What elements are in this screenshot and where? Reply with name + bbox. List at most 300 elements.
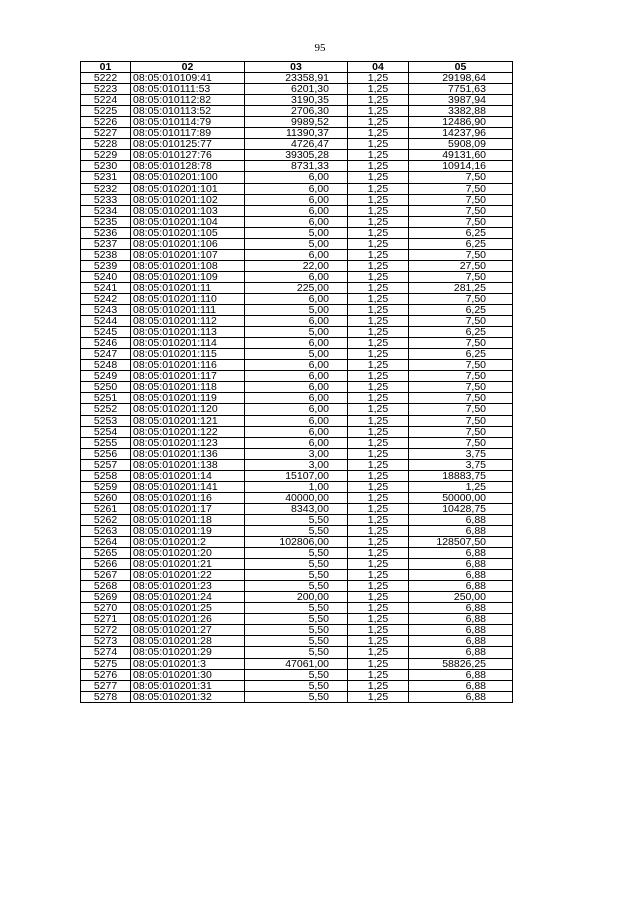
- table-row: [81, 647, 513, 658]
- cadastral-number-cell: 08:05:010201:141: [131, 481, 245, 492]
- coefficient-cell: 1,25: [348, 492, 409, 503]
- total-cell: 14237,96: [409, 128, 513, 139]
- table-row: [81, 84, 513, 95]
- value-cell: 5,50: [245, 647, 348, 658]
- cadastral-number-cell: 08:05:010117:89: [131, 128, 245, 139]
- value-cell: 225,00: [245, 282, 348, 293]
- row-number-cell: 5270: [81, 603, 131, 614]
- coefficient-cell: 1,25: [348, 581, 409, 592]
- table-row: [81, 360, 513, 371]
- column-header-05: 05: [409, 62, 513, 73]
- coefficient-cell: 1,25: [348, 459, 409, 470]
- page-number: 95: [314, 42, 326, 54]
- total-cell: 7,50: [409, 172, 513, 183]
- cadastral-number-cell: 08:05:010201:109: [131, 271, 245, 282]
- coefficient-cell: 1,25: [348, 603, 409, 614]
- cadastral-number-cell: 08:05:010201:2: [131, 537, 245, 548]
- row-number-cell: 5231: [81, 172, 131, 183]
- total-cell: 128507,50: [409, 537, 513, 548]
- cadastral-number-cell: 08:05:010201:122: [131, 426, 245, 437]
- coefficient-cell: 1,25: [348, 194, 409, 205]
- total-cell: 6,88: [409, 647, 513, 658]
- cadastral-number-cell: 08:05:010201:16: [131, 492, 245, 503]
- value-cell: 22,00: [245, 260, 348, 271]
- cadastral-number-cell: 08:05:010201:110: [131, 293, 245, 304]
- row-number-cell: 5241: [81, 282, 131, 293]
- table-row: [81, 172, 513, 183]
- row-number-cell: 5277: [81, 680, 131, 691]
- total-cell: 7,50: [409, 371, 513, 382]
- row-number-cell: 5229: [81, 150, 131, 161]
- column-header-01: 01: [81, 62, 131, 73]
- coefficient-cell: 1,25: [348, 150, 409, 161]
- table-row: [81, 404, 513, 415]
- column-header-04: 04: [348, 62, 409, 73]
- value-cell: 47061,00: [245, 658, 348, 669]
- row-number-cell: 5259: [81, 481, 131, 492]
- cadastral-number-cell: 08:05:010201:32: [131, 691, 245, 702]
- cadastral-number-cell: 08:05:010201:23: [131, 581, 245, 592]
- value-cell: 39305,28: [245, 150, 348, 161]
- value-cell: 6,00: [245, 426, 348, 437]
- table-row: [81, 249, 513, 260]
- value-cell: 5,00: [245, 305, 348, 316]
- coefficient-cell: 1,25: [348, 592, 409, 603]
- value-cell: 3,00: [245, 459, 348, 470]
- row-number-cell: 5243: [81, 305, 131, 316]
- value-cell: 6,00: [245, 194, 348, 205]
- table-row: [81, 73, 513, 84]
- row-number-cell: 5233: [81, 194, 131, 205]
- coefficient-cell: 1,25: [348, 327, 409, 338]
- table-row: [81, 537, 513, 548]
- row-number-cell: 5254: [81, 426, 131, 437]
- cadastral-number-cell: 08:05:010201:102: [131, 194, 245, 205]
- row-number-cell: 5232: [81, 183, 131, 194]
- row-number-cell: 5250: [81, 382, 131, 393]
- table-row: [81, 592, 513, 603]
- total-cell: 6,88: [409, 625, 513, 636]
- total-cell: 7,50: [409, 194, 513, 205]
- total-cell: 6,25: [409, 227, 513, 238]
- total-cell: 7,50: [409, 437, 513, 448]
- cadastral-number-cell: 08:05:010201:111: [131, 305, 245, 316]
- total-cell: 7,50: [409, 415, 513, 426]
- row-number-cell: 5268: [81, 581, 131, 592]
- value-cell: 6,00: [245, 393, 348, 404]
- table-row: [81, 636, 513, 647]
- coefficient-cell: 1,25: [348, 316, 409, 327]
- coefficient-cell: 1,25: [348, 537, 409, 548]
- value-cell: 5,50: [245, 525, 348, 536]
- cadastral-number-cell: 08:05:010201:22: [131, 570, 245, 581]
- row-number-cell: 5257: [81, 459, 131, 470]
- value-cell: 6,00: [245, 437, 348, 448]
- value-cell: 6,00: [245, 382, 348, 393]
- coefficient-cell: 1,25: [348, 95, 409, 106]
- value-cell: 6,00: [245, 338, 348, 349]
- table-header-row: [81, 62, 513, 73]
- cadastral-number-cell: 08:05:010113:52: [131, 106, 245, 117]
- total-cell: 7,50: [409, 205, 513, 216]
- value-cell: 6,00: [245, 316, 348, 327]
- total-cell: 7,50: [409, 271, 513, 282]
- coefficient-cell: 1,25: [348, 205, 409, 216]
- row-number-cell: 5274: [81, 647, 131, 658]
- cadastral-number-cell: 08:05:010201:116: [131, 360, 245, 371]
- value-cell: 5,50: [245, 614, 348, 625]
- total-cell: 6,25: [409, 327, 513, 338]
- cadastral-number-cell: 08:05:010201:25: [131, 603, 245, 614]
- table-row: [81, 459, 513, 470]
- value-cell: 5,50: [245, 691, 348, 702]
- coefficient-cell: 1,25: [348, 128, 409, 139]
- value-cell: 23358,91: [245, 73, 348, 84]
- cadastral-number-cell: 08:05:010201:28: [131, 636, 245, 647]
- total-cell: 5908,09: [409, 139, 513, 150]
- table-row: [81, 293, 513, 304]
- table-row: [81, 448, 513, 459]
- coefficient-cell: 1,25: [348, 448, 409, 459]
- total-cell: 3987,94: [409, 95, 513, 106]
- value-cell: 6,00: [245, 360, 348, 371]
- table-row: [81, 437, 513, 448]
- value-cell: 40000,00: [245, 492, 348, 503]
- value-cell: 5,50: [245, 669, 348, 680]
- table-row: [81, 349, 513, 360]
- row-number-cell: 5267: [81, 570, 131, 581]
- value-cell: 5,50: [245, 680, 348, 691]
- row-number-cell: 5242: [81, 293, 131, 304]
- value-cell: 1,00: [245, 481, 348, 492]
- cadastral-number-cell: 08:05:010201:31: [131, 680, 245, 691]
- value-cell: 6,00: [245, 205, 348, 216]
- coefficient-cell: 1,25: [348, 260, 409, 271]
- table-row: [81, 128, 513, 139]
- cadastral-number-cell: 08:05:010201:114: [131, 338, 245, 349]
- row-number-cell: 5258: [81, 470, 131, 481]
- cadastral-number-cell: 08:05:010201:21: [131, 559, 245, 570]
- coefficient-cell: 1,25: [348, 658, 409, 669]
- coefficient-cell: 1,25: [348, 514, 409, 525]
- cadastral-number-cell: 08:05:010127:76: [131, 150, 245, 161]
- cadastral-number-cell: 08:05:010125:77: [131, 139, 245, 150]
- table-row: [81, 139, 513, 150]
- table-row: [81, 426, 513, 437]
- total-cell: 6,88: [409, 548, 513, 559]
- cadastral-number-cell: 08:05:010201:108: [131, 260, 245, 271]
- cadastral-number-cell: 08:05:010112:82: [131, 95, 245, 106]
- row-number-cell: 5264: [81, 537, 131, 548]
- total-cell: 7,50: [409, 426, 513, 437]
- coefficient-cell: 1,25: [348, 470, 409, 481]
- table-row: [81, 227, 513, 238]
- row-number-cell: 5262: [81, 514, 131, 525]
- table-row: [81, 327, 513, 338]
- row-number-cell: 5223: [81, 84, 131, 95]
- cadastral-number-cell: 08:05:010201:119: [131, 393, 245, 404]
- table-row: [81, 150, 513, 161]
- total-cell: 7,50: [409, 183, 513, 194]
- table-row: [81, 338, 513, 349]
- cadastral-number-cell: 08:05:010201:104: [131, 216, 245, 227]
- row-number-cell: 5261: [81, 503, 131, 514]
- row-number-cell: 5222: [81, 73, 131, 84]
- value-cell: 5,00: [245, 238, 348, 249]
- coefficient-cell: 1,25: [348, 382, 409, 393]
- cadastral-number-cell: 08:05:010128:78: [131, 161, 245, 172]
- total-cell: 1,25: [409, 481, 513, 492]
- coefficient-cell: 1,25: [348, 360, 409, 371]
- coefficient-cell: 1,25: [348, 614, 409, 625]
- value-cell: 6,00: [245, 271, 348, 282]
- value-cell: 4726,47: [245, 139, 348, 150]
- row-number-cell: 5244: [81, 316, 131, 327]
- value-cell: 6201,30: [245, 84, 348, 95]
- row-number-cell: 5260: [81, 492, 131, 503]
- row-number-cell: 5237: [81, 238, 131, 249]
- coefficient-cell: 1,25: [348, 426, 409, 437]
- table-row: [81, 691, 513, 702]
- row-number-cell: 5236: [81, 227, 131, 238]
- total-cell: 6,88: [409, 581, 513, 592]
- total-cell: 6,88: [409, 514, 513, 525]
- value-cell: 6,00: [245, 415, 348, 426]
- total-cell: 7,50: [409, 293, 513, 304]
- table-row: [81, 503, 513, 514]
- total-cell: 6,88: [409, 603, 513, 614]
- value-cell: 5,00: [245, 349, 348, 360]
- value-cell: 8731,33: [245, 161, 348, 172]
- value-cell: 6,00: [245, 216, 348, 227]
- value-cell: 3190,35: [245, 95, 348, 106]
- value-cell: 15107,00: [245, 470, 348, 481]
- table-row: [81, 316, 513, 327]
- coefficient-cell: 1,25: [348, 172, 409, 183]
- cadastral-number-cell: 08:05:010201:113: [131, 327, 245, 338]
- total-cell: 29198,64: [409, 73, 513, 84]
- total-cell: 7,50: [409, 216, 513, 227]
- value-cell: 5,50: [245, 570, 348, 581]
- coefficient-cell: 1,25: [348, 481, 409, 492]
- cadastral-number-cell: 08:05:010201:106: [131, 238, 245, 249]
- cadastral-number-cell: 08:05:010201:117: [131, 371, 245, 382]
- coefficient-cell: 1,25: [348, 525, 409, 536]
- cadastral-number-cell: 08:05:010201:105: [131, 227, 245, 238]
- table-row: [81, 559, 513, 570]
- coefficient-cell: 1,25: [348, 106, 409, 117]
- table-row: [81, 205, 513, 216]
- coefficient-cell: 1,25: [348, 338, 409, 349]
- total-cell: 6,88: [409, 559, 513, 570]
- total-cell: 3382,88: [409, 106, 513, 117]
- total-cell: 18883,75: [409, 470, 513, 481]
- coefficient-cell: 1,25: [348, 636, 409, 647]
- row-number-cell: 5251: [81, 393, 131, 404]
- coefficient-cell: 1,25: [348, 227, 409, 238]
- data-table: [80, 61, 513, 703]
- total-cell: 281,25: [409, 282, 513, 293]
- cadastral-number-cell: 08:05:010201:18: [131, 514, 245, 525]
- row-number-cell: 5269: [81, 592, 131, 603]
- cadastral-number-cell: 08:05:010201:30: [131, 669, 245, 680]
- value-cell: 5,50: [245, 548, 348, 559]
- total-cell: 7,50: [409, 249, 513, 260]
- coefficient-cell: 1,25: [348, 647, 409, 658]
- table-row: [81, 614, 513, 625]
- total-cell: 10914,16: [409, 161, 513, 172]
- cadastral-number-cell: 08:05:010201:121: [131, 415, 245, 426]
- row-number-cell: 5253: [81, 415, 131, 426]
- table-row: [81, 492, 513, 503]
- row-number-cell: 5252: [81, 404, 131, 415]
- cadastral-number-cell: 08:05:010201:107: [131, 249, 245, 260]
- table-row: [81, 669, 513, 680]
- coefficient-cell: 1,25: [348, 680, 409, 691]
- value-cell: 5,50: [245, 559, 348, 570]
- table-row: [81, 183, 513, 194]
- row-number-cell: 5278: [81, 691, 131, 702]
- table-row: [81, 106, 513, 117]
- cadastral-number-cell: 08:05:010201:27: [131, 625, 245, 636]
- total-cell: 6,88: [409, 614, 513, 625]
- total-cell: 6,25: [409, 349, 513, 360]
- table-row: [81, 216, 513, 227]
- table-row: [81, 382, 513, 393]
- value-cell: 5,50: [245, 636, 348, 647]
- row-number-cell: 5263: [81, 525, 131, 536]
- row-number-cell: 5276: [81, 669, 131, 680]
- total-cell: 7,50: [409, 393, 513, 404]
- cadastral-number-cell: 08:05:010201:118: [131, 382, 245, 393]
- row-number-cell: 5235: [81, 216, 131, 227]
- row-number-cell: 5230: [81, 161, 131, 172]
- row-number-cell: 5249: [81, 371, 131, 382]
- table-body: [81, 73, 513, 703]
- row-number-cell: 5273: [81, 636, 131, 647]
- value-cell: 3,00: [245, 448, 348, 459]
- table-row: [81, 271, 513, 282]
- cadastral-number-cell: 08:05:010201:101: [131, 183, 245, 194]
- table-row: [81, 117, 513, 128]
- coefficient-cell: 1,25: [348, 349, 409, 360]
- total-cell: 7,50: [409, 360, 513, 371]
- table-row: [81, 238, 513, 249]
- value-cell: 6,00: [245, 404, 348, 415]
- row-number-cell: 5234: [81, 205, 131, 216]
- table-row: [81, 415, 513, 426]
- cadastral-number-cell: 08:05:010201:11: [131, 282, 245, 293]
- cadastral-number-cell: 08:05:010201:14: [131, 470, 245, 481]
- row-number-cell: 5240: [81, 271, 131, 282]
- cadastral-number-cell: 08:05:010201:115: [131, 349, 245, 360]
- coefficient-cell: 1,25: [348, 282, 409, 293]
- total-cell: 250,00: [409, 592, 513, 603]
- total-cell: 6,88: [409, 636, 513, 647]
- total-cell: 27,50: [409, 260, 513, 271]
- table-row: [81, 514, 513, 525]
- cadastral-number-cell: 08:05:010201:24: [131, 592, 245, 603]
- cadastral-number-cell: 08:05:010201:20: [131, 548, 245, 559]
- value-cell: 200,00: [245, 592, 348, 603]
- total-cell: 50000,00: [409, 492, 513, 503]
- table-row: [81, 570, 513, 581]
- column-header-03: 03: [245, 62, 348, 73]
- coefficient-cell: 1,25: [348, 238, 409, 249]
- total-cell: 7,50: [409, 338, 513, 349]
- row-number-cell: 5266: [81, 559, 131, 570]
- total-cell: 3,75: [409, 448, 513, 459]
- value-cell: 6,00: [245, 249, 348, 260]
- row-number-cell: 5239: [81, 260, 131, 271]
- value-cell: 5,50: [245, 603, 348, 614]
- row-number-cell: 5256: [81, 448, 131, 459]
- cadastral-number-cell: 08:05:010201:120: [131, 404, 245, 415]
- value-cell: 6,00: [245, 371, 348, 382]
- row-number-cell: 5226: [81, 117, 131, 128]
- value-cell: 5,00: [245, 327, 348, 338]
- cadastral-number-cell: 08:05:010201:138: [131, 459, 245, 470]
- value-cell: 11390,37: [245, 128, 348, 139]
- total-cell: 6,88: [409, 525, 513, 536]
- cadastral-number-cell: 08:05:010201:100: [131, 172, 245, 183]
- coefficient-cell: 1,25: [348, 669, 409, 680]
- coefficient-cell: 1,25: [348, 249, 409, 260]
- total-cell: 58826,25: [409, 658, 513, 669]
- cadastral-number-cell: 08:05:010201:19: [131, 525, 245, 536]
- coefficient-cell: 1,25: [348, 84, 409, 95]
- coefficient-cell: 1,25: [348, 691, 409, 702]
- table-row: [81, 470, 513, 481]
- value-cell: 9989,52: [245, 117, 348, 128]
- table-row: [81, 625, 513, 636]
- coefficient-cell: 1,25: [348, 437, 409, 448]
- table-row: [81, 680, 513, 691]
- table-row: [81, 581, 513, 592]
- coefficient-cell: 1,25: [348, 503, 409, 514]
- column-header-02: 02: [131, 62, 245, 73]
- total-cell: 6,88: [409, 680, 513, 691]
- coefficient-cell: 1,25: [348, 117, 409, 128]
- table-row: [81, 548, 513, 559]
- table-row: [81, 393, 513, 404]
- total-cell: 7,50: [409, 404, 513, 415]
- row-number-cell: 5255: [81, 437, 131, 448]
- coefficient-cell: 1,25: [348, 293, 409, 304]
- cadastral-number-cell: 08:05:010201:17: [131, 503, 245, 514]
- table-row: [81, 525, 513, 536]
- coefficient-cell: 1,25: [348, 393, 409, 404]
- value-cell: 2706,30: [245, 106, 348, 117]
- table-row: [81, 481, 513, 492]
- total-cell: 6,88: [409, 570, 513, 581]
- cadastral-number-cell: 08:05:010111:53: [131, 84, 245, 95]
- cadastral-number-cell: 08:05:010201:29: [131, 647, 245, 658]
- cadastral-number-cell: 08:05:010201:123: [131, 437, 245, 448]
- coefficient-cell: 1,25: [348, 161, 409, 172]
- total-cell: 6,88: [409, 691, 513, 702]
- table-row: [81, 161, 513, 172]
- table-row: [81, 95, 513, 106]
- row-number-cell: 5224: [81, 95, 131, 106]
- coefficient-cell: 1,25: [348, 548, 409, 559]
- total-cell: 6,25: [409, 238, 513, 249]
- row-number-cell: 5265: [81, 548, 131, 559]
- table-row: [81, 282, 513, 293]
- cadastral-number-cell: 08:05:010201:26: [131, 614, 245, 625]
- cadastral-number-cell: 08:05:010201:103: [131, 205, 245, 216]
- row-number-cell: 5227: [81, 128, 131, 139]
